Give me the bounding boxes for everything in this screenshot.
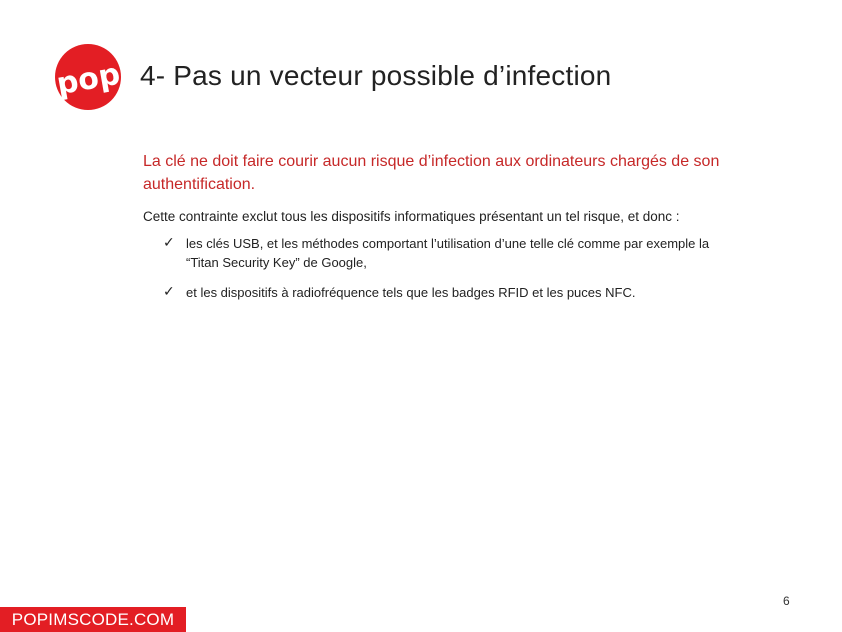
- bullet-item-rfid: [163, 283, 723, 302]
- footer-brand-label: POPIMSCODE.COM: [0, 607, 186, 632]
- intro-paragraph: Cette contrainte exclut tous les dispositifs informatiques présentant un tel risque, et donc :: [143, 209, 680, 224]
- logo-text: pop: [54, 56, 123, 103]
- bullet-text: et les dispositifs à radiofréquence tels que les badges RFID et les puces NFC.: [186, 285, 636, 300]
- bullet-list: [163, 234, 723, 313]
- page-number: 6: [783, 594, 790, 608]
- lead-paragraph: La clé ne doit faire courir aucun risque d’infection aux ordinateurs chargés de son authentification.: [143, 153, 720, 193]
- bullet-text: les clés USB, et les méthodes comportant l’utilisation d’une telle clé comme par exemple la “Titan Security Key” de Google,: [186, 236, 710, 270]
- pop-logo: [52, 43, 124, 111]
- checkmark-icon: ✓: [163, 284, 175, 300]
- slide-title: 4- Pas un vecteur possible d’infection: [140, 60, 612, 91]
- checkmark-icon: ✓: [163, 235, 175, 251]
- bullet-item-usb: [163, 234, 723, 272]
